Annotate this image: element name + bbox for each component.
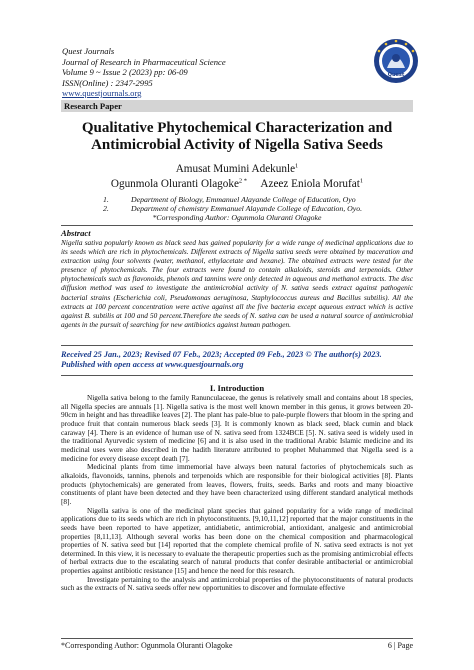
abstract-bottom-rule: [61, 345, 413, 346]
author-sup: 2 *: [238, 177, 248, 185]
publication-dates: [61, 350, 413, 370]
author-name: Ogunmola Oluranti Olagoke: [110, 178, 239, 190]
footer-corresponding-author: *Corresponding Author: Ogunmola Oluranti Olagoke: [61, 641, 233, 650]
journal-logo: [373, 38, 419, 84]
paper-type-bar: Research Paper: [61, 100, 413, 112]
affiliation-number: 1.: [103, 195, 109, 204]
affiliation-number: 2.: [103, 204, 109, 213]
corresponding-author: *Corresponding Author: Ogunmola Oluranti Olagoke: [152, 213, 322, 222]
paragraph: Investigate pertaining to the analysis and antimicrobial properties of the phytoconstituents of natural products such as the extracts of N. sativa seeds offer new opportunities to discover and formulate effective: [61, 574, 413, 593]
logo-text: Quest: [387, 72, 405, 78]
journal-header: [62, 46, 226, 99]
journal-name: Quest Journals: [62, 46, 115, 56]
page-number: 6 | Page: [387, 641, 413, 650]
author-sup: 1: [295, 162, 299, 170]
dates-line-2: Published with open access at www.questjournals.org: [61, 360, 244, 370]
journal-full-name: Journal of Research in Pharmaceutical Science: [62, 56, 226, 67]
paper-title: [61, 120, 413, 154]
affiliation-text: Department of Biology, Emmanuel Alayande College of Education, Oyo: [131, 195, 356, 204]
title-line-2: Antimicrobial Activity of Nigella Sativa Seeds: [91, 137, 383, 153]
affiliation-text: Department of chemistry Emmanuel Alayande College of Education, Oyo.: [131, 204, 363, 213]
title-line-1: Qualitative Phytochemical Characterization and: [81, 120, 393, 136]
author-name: Amusat Mumini Adekunle: [175, 163, 296, 175]
section-heading-introduction: I. Introduction: [209, 383, 265, 393]
paragraph: Medicinal plants from time immemorial have always been natural factories of phytochemicals such as alkaloids, flavonoids, tannins, phenols and terpenoids which are responsible for their biological activities [8]. Plants products (phytochemicals) are generated from leaves, flowers, fruits, seeds. Barks and roots and many bioactive constituents of plant have been detected and they have been characterized using different standard analytical methods [8].: [61, 462, 413, 506]
author-line-1: [61, 163, 413, 175]
journal-url-link[interactable]: www.questjournals.org: [62, 88, 142, 98]
paragraph: Nigella sativa is one of the medicinal plant species that gained popularity for a wide range of medicinal applications due to its seeds which are rich in phytoconstituents. [9,10,11,12] reported that the major constituents in the seeds have been reported to have appetizer, antidiabetic, antimicrobial, antioxidant, analgesic and antimicrobial properties [8,11,13]. Although several works has been done on the chemical composition and pharmacological properties of N. sativa seed but [14] reported that the complete chemical profile of N. sativa seed extracts is not yet determined. In this view, it is necessary to evaluate the therapeutic properties such as the promising antimicrobial effects of herbal extracts due to the escalating search of natural products that confer desirable antibacterial or antimicrobial properties against antibiotic resistance [15] and hence the need for this research.: [61, 505, 413, 576]
abstract-text: Nigella sativa popularly known as black seed has gained popularity for a wide range of medicinal applications due to its seeds which are rich in phytochemicals. Different extracts of Nigella sativa seeds were obtained by maceration and extraction using four solvents (water, methanol, ethylacetate and hexane). The obtained extracts were tested for the presence of phytochemicals. The four extracts were found to contain alkaloids, steroids and terpenoids. Other phytochemicals such as flavonoids, phenols and tannins were only detected in aqueous and methanol extracts. The disc diffusion method was used to investigate the antimicrobial activity of N. sativa seeds extract against pathogenic bacterial strains (Escherichia coli, Pseudomonas aeruginosa, Staphylococcus aureus and Bacillus subtilis). All the extracts at 100 percent concentration were active against all the five bacteria except aqueous extract which is active against B. subtilis at 100 and 50 percent.Therefore the seeds of N. sativa can be used a natural source of antimicrobial agents in the pursuit of searching for new antibiotics against human pathogen.: [61, 238, 413, 329]
abstract-top-rule: [61, 225, 413, 226]
journal-issn: ISSN(Online) : 2347-2995: [62, 77, 153, 88]
journal-volume: Volume 9 ~ Issue 2 (2023) pp: 06-09: [62, 67, 188, 77]
abstract-heading: Abstract: [61, 228, 91, 238]
paragraph: Nigella sativa belong to the family Ranunculaceae, the genus is relatively small and contains about 18 species, all Nigella species are annuals [1]. Nigella sativa is the most well known member in this genus, it grows between 20-90cm in height and has threadlike leaves [2]. The plant has pale-blue to pale-purple flowers that bloom in the spring and produce fruit that contain numerous black seeds [3]. It is commonly known as black seed, black cumin and black caraway [4]. There is an evidence of human use of N. sativa seed from 1324BCE [5]. N. sativa seed is widely used in the traditional Ayurvedic system of medicine [6] and it is also used in the traditional Arabic Islamic medicine and its medicinal uses were also described in the hadith literature attributed to prophet Muhammed that Nigella seed is a medicine for every disease except death [7].: [61, 393, 413, 463]
page-footer: [61, 641, 413, 650]
author-sup: 1: [359, 177, 364, 185]
author-line-2: [61, 178, 413, 190]
footer-rule: [61, 638, 413, 639]
introduction-body: [61, 394, 413, 593]
author-name: Azeez Eniola Morufat: [260, 178, 360, 190]
dates-line-1: Received 25 Jan., 2023; Revised 07 Feb., 2023; Accepted 09 Feb., 2023 © The author(s) 2023.: [61, 350, 382, 359]
dates-rule: [61, 375, 413, 376]
